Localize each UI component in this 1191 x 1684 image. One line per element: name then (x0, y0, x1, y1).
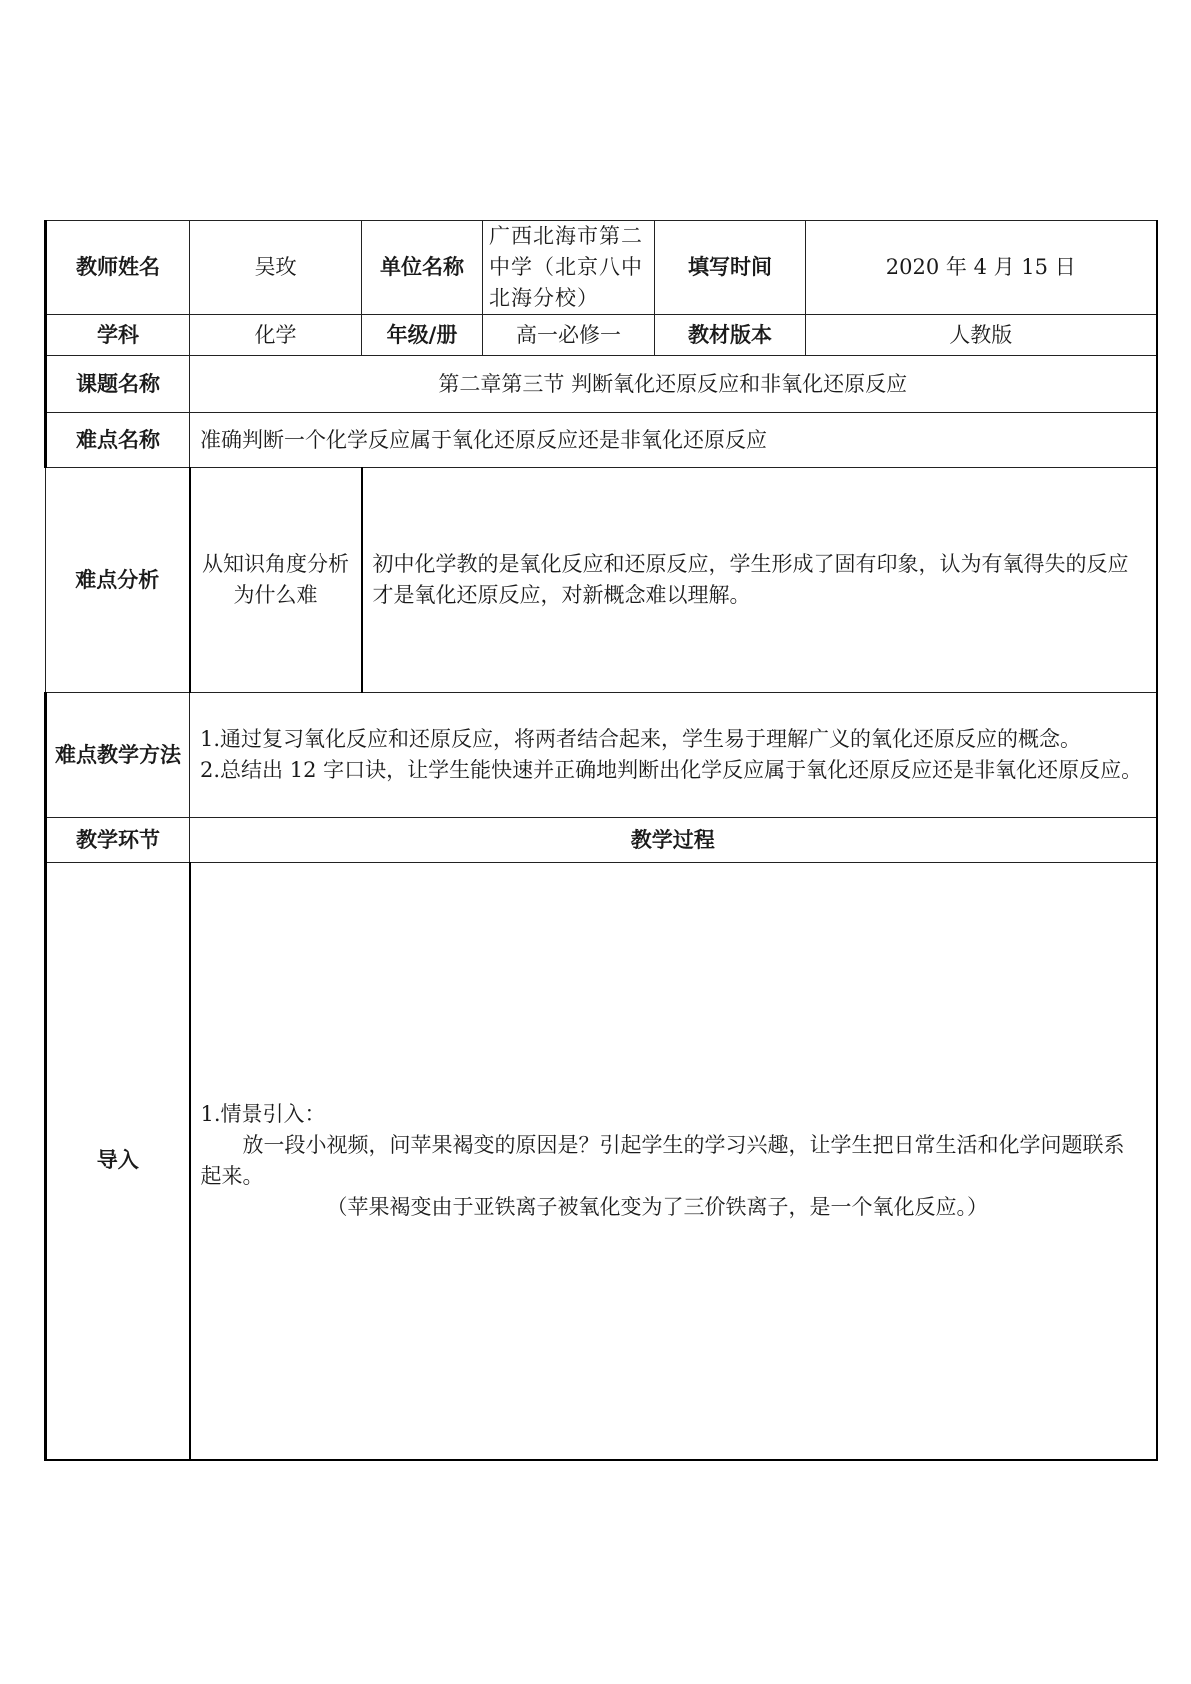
analysis-sub-label (190, 468, 362, 693)
process-header-row (46, 818, 1157, 863)
difficulty-row (46, 413, 1157, 468)
teaching-stage-label: 教学环节 (46, 818, 190, 863)
analysis-label: 难点分析 (46, 468, 190, 693)
intro-heading: 1.情景引入： (200, 1101, 326, 1126)
fill-date-label: 填写时间 (655, 221, 806, 315)
intro-paragraph: 放一段小视频，问苹果褐变的原因是？引起学生的学习兴趣，让学生把日常生活和化学问题联系起来。 (200, 1132, 1125, 1188)
teacher-name-label: 教师姓名 (46, 221, 190, 315)
subject-label: 学科 (46, 315, 190, 356)
method-line-1: 1.通过复习氧化反应和还原反应，将两者结合起来，学生易于理解广义的氧化还原反应的概念。 (200, 727, 1082, 751)
analysis-text: 初中化学教的是氧化反应和还原反应，学生形成了固有印象，认为有氧得失的反应才是氧化还原反应，对新概念难以理解。 (362, 468, 1157, 693)
analysis-sub-label-line1: 从知识角度分析 (202, 552, 349, 576)
fill-date-value: 2020 年 4 月 15 日 (806, 221, 1157, 315)
difficulty-value: 准确判断一个化学反应属于氧化还原反应还是非氧化还原反应 (190, 413, 1157, 468)
intro-row (46, 863, 1157, 1460)
analysis-sub-label-line2: 为什么难 (233, 583, 318, 607)
grade-value: 高一必修一 (483, 315, 655, 356)
method-line-2: 2.总结出 12 字口诀，让学生能快速并正确地判断出化学反应属于氧化还原反应还是非氧化还原反应。 (200, 758, 1143, 782)
header-row (46, 221, 1157, 315)
method-content (190, 693, 1157, 818)
topic-value: 第二章第三节 判断氧化还原反应和非氧化还原反应 (190, 356, 1157, 413)
difficulty-label: 难点名称 (46, 413, 190, 468)
analysis-row (46, 468, 1157, 693)
subject-row (46, 315, 1157, 356)
edition-label: 教材版本 (655, 315, 806, 356)
topic-label: 课题名称 (46, 356, 190, 413)
lesson-plan-table (44, 220, 1158, 1461)
intro-note: （苹果褐变由于亚铁离子被氧化变为了三价铁离子，是一个氧化反应。） (326, 1194, 988, 1219)
edition-value: 人教版 (806, 315, 1157, 356)
subject-value: 化学 (190, 315, 362, 356)
method-label: 难点教学方法 (46, 693, 190, 818)
teacher-name-value: 吴玫 (190, 221, 362, 315)
teaching-process-label: 教学过程 (190, 818, 1157, 863)
method-row (46, 693, 1157, 818)
topic-row (46, 356, 1157, 413)
grade-label: 年级/册 (362, 315, 483, 356)
intro-label: 导入 (46, 863, 190, 1460)
unit-name-value: 广西北海市第二中学（北京八中北海分校） (483, 221, 655, 315)
unit-name-label: 单位名称 (362, 221, 483, 315)
intro-content (190, 863, 1157, 1460)
